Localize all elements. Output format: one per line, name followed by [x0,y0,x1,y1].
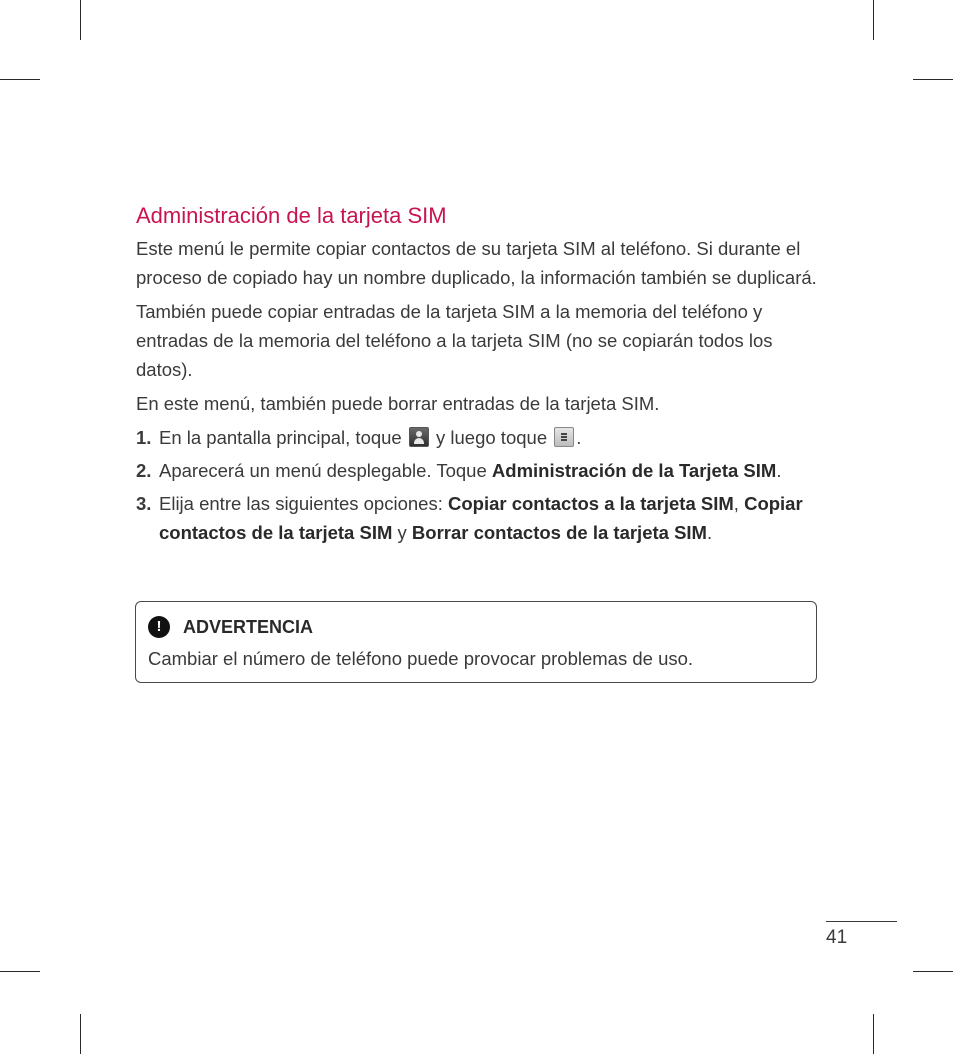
copy-paragraph: También puede copiar entradas de la tarjeta SIM a la memoria del teléfono y entradas de la memoria del teléfono a la tarjeta SIM (no se copiarán todos los datos). [136,301,773,380]
crop-mark [0,79,40,80]
page-number: 41 [826,927,848,948]
step-3 [136,489,821,547]
crop-mark [80,0,81,40]
step-number: 2. [136,460,152,481]
step-text: , [733,493,745,514]
section-content [136,200,821,551]
step-text: . [706,522,713,543]
section-title: Administración de la tarjeta SIM [136,203,447,228]
contacts-icon [409,427,429,447]
intro-paragraph: Este menú le permite copiar contactos de su tarjeta SIM al teléfono. Si durante el proceso de copiado hay un nombre duplicado, la información también se duplicará. [136,238,817,288]
step-text: . [576,427,582,448]
crop-mark [80,1014,81,1054]
menu-option: Administración de la Tarjeta SIM [491,460,777,481]
delete-paragraph: En este menú, también puede borrar entradas de la tarjeta SIM. [136,393,660,414]
page-number-rule [826,921,897,922]
exclamation-icon: ! [148,616,170,638]
step-text: y [392,522,412,543]
menu-option: Copiar contactos a la tarjeta SIM [447,493,734,514]
step-text: En la pantalla principal, toque [159,427,402,448]
crop-mark [873,0,874,40]
menu-icon [554,427,574,447]
step-text: y luego toque [436,427,548,448]
step-number: 1. [136,427,152,448]
warning-header [148,615,313,639]
step-text: . [776,460,782,481]
warning-text: Cambiar el número de teléfono puede provocar problemas de uso. [148,648,694,669]
steps-list [136,423,821,547]
step-text: Elija entre las siguientes opciones: [159,493,448,514]
crop-mark [873,1014,874,1054]
warning-box [135,601,817,683]
step-1 [136,423,821,452]
step-2 [136,456,821,485]
crop-mark [913,79,953,80]
crop-mark [0,971,40,972]
step-number: 3. [136,493,152,514]
menu-option: Borrar contactos de la tarjeta SIM [411,522,707,543]
step-text: Aparecerá un menú desplegable. Toque [159,460,492,481]
crop-mark [913,971,953,972]
menu-option: Copiar contactos de la tarjeta SIM [159,493,803,543]
warning-title: ADVERTENCIA [183,616,314,637]
